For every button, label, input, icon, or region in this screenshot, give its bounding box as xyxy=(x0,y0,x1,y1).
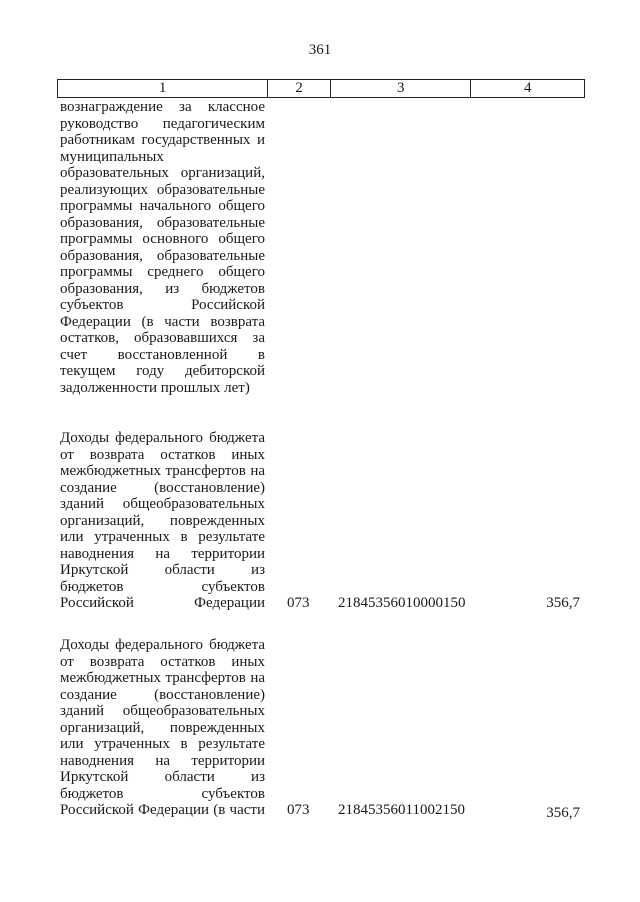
description-line: задолженности прошлых лет) xyxy=(60,379,250,396)
description-line: межбюджетных трансфертов на xyxy=(60,463,265,479)
description-line: Иркутской области из xyxy=(60,562,265,578)
description-line: зданий общеобразовательных xyxy=(60,703,265,719)
description-line: организаций, поврежденных xyxy=(60,719,265,736)
description-line: счет восстановленной в xyxy=(60,346,265,363)
description-line: Доходы федерального бюджета xyxy=(60,637,265,653)
page-number: 361 xyxy=(308,42,332,58)
description-line: бюджетов субъектов xyxy=(60,785,265,802)
description-line: зданий общеобразовательных xyxy=(60,496,265,512)
description-line: создание (восстановление) xyxy=(60,686,265,703)
description-line: вознаграждение за классное xyxy=(60,99,265,115)
budget-classification-code: 21845356011002150 xyxy=(338,802,465,818)
description-line: субъектов Российской xyxy=(60,297,265,313)
description-line: руководство педагогическим xyxy=(60,115,265,132)
description-line: создание (восстановление) xyxy=(60,479,265,496)
description-line: программы основного общего xyxy=(60,231,265,247)
amount: 356,7 xyxy=(546,805,580,821)
description-line: образования, образовательные xyxy=(60,214,265,231)
header-col-2: 2 xyxy=(268,80,331,97)
description-line: муниципальных xyxy=(60,148,164,165)
description-line: Российской Федерации xyxy=(60,595,265,611)
description-line: бюджетов субъектов xyxy=(60,578,265,595)
amount: 356,7 xyxy=(546,595,580,611)
admin-code: 073 xyxy=(287,595,310,611)
header-col-4: 4 xyxy=(523,80,532,96)
description-line: Федерации (в части возврата xyxy=(60,313,265,330)
header-col-1: 1 xyxy=(58,80,268,97)
description-line: или утраченных в результате xyxy=(60,736,265,752)
description-line: образования, из бюджетов xyxy=(60,280,265,297)
description-line: межбюджетных трансфертов на xyxy=(60,670,265,686)
admin-code: 073 xyxy=(287,802,310,818)
description-line: наводнения на территории xyxy=(60,545,265,562)
description-line: организаций, поврежденных xyxy=(60,512,265,529)
description-line: Иркутской области из xyxy=(60,769,265,785)
description-line: работникам государственных и xyxy=(60,132,265,148)
description-line: от возврата остатков иных xyxy=(60,446,265,463)
description-line: текущем году дебиторской xyxy=(60,363,265,379)
description-line: Доходы федерального бюджета xyxy=(60,430,265,446)
budget-classification-code: 21845356010000150 xyxy=(338,595,466,611)
table-row-description xyxy=(60,637,265,819)
description-line: или утраченных в результате xyxy=(60,529,265,545)
description-line: программы среднего общего xyxy=(60,264,265,280)
description-line: реализующих образовательные xyxy=(60,181,265,198)
header-col-3: 3 xyxy=(331,80,471,97)
description-line: образовательных организаций, xyxy=(60,165,265,181)
description-line: наводнения на территории xyxy=(60,752,265,769)
description-line: образования, образовательные xyxy=(60,247,265,264)
table-header-row xyxy=(57,79,585,98)
description-line: остатков, образовавшихся за xyxy=(60,330,265,346)
table-row-description xyxy=(60,430,265,612)
table-row-description xyxy=(60,99,265,396)
description-line: Российской Федерации (в части xyxy=(60,802,265,818)
description-line: программы начального общего xyxy=(60,198,265,214)
description-line: от возврата остатков иных xyxy=(60,653,265,670)
